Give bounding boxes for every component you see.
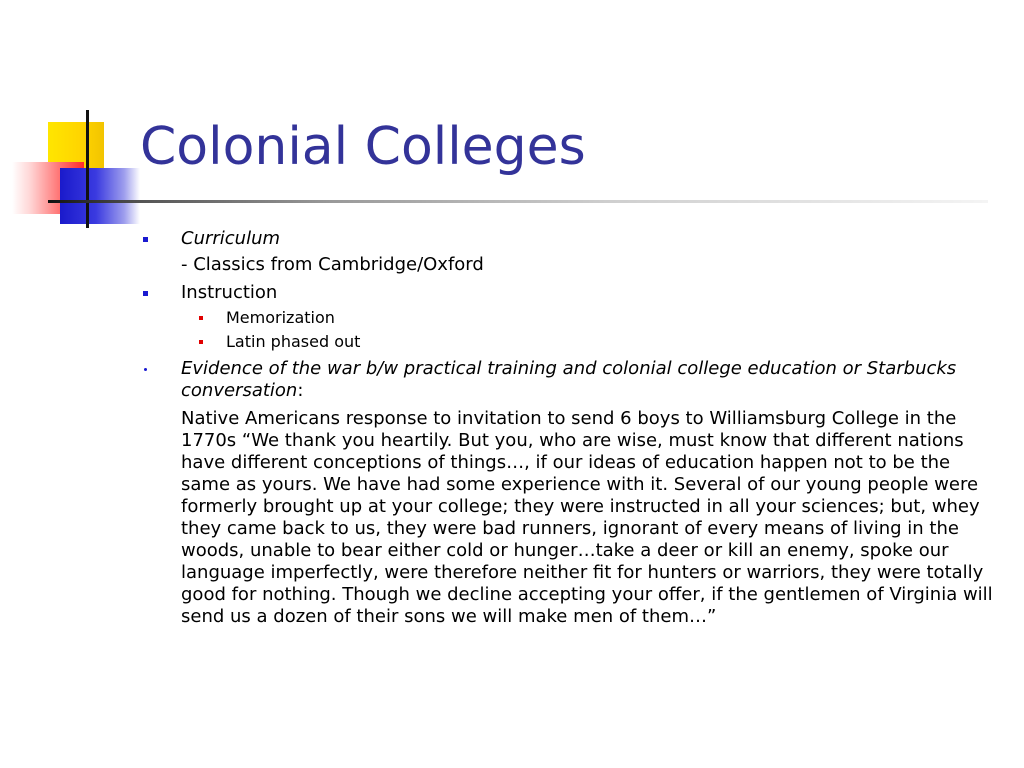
list-item-evidence [140,358,1000,402]
slide-title: Colonial Colleges [140,117,586,177]
sub-item-label: Latin phased out [226,332,361,351]
sub-item-latin [140,330,1000,354]
evidence-colon: : [297,380,304,401]
evidence-label: Evidence of the war b/w practical training and colonial college education or Starbucks conversation [181,358,957,401]
square-bullet-icon [143,291,148,296]
instruction-label: Instruction [181,282,278,303]
native-americans-quote: Native Americans response to invitation to send 6 boys to Williamsburg College in the 1770s “We thank you heartily. But you, who are wise, must know that different nations have different conceptions of things…, if our ideas of education happen not to be the same as yours. We have had some experience with it. Several of our young people were formerly brought up at your college; they were instructed in all your sciences; but, whey they came back to us, they were bad runners, ignorant of every means of living in the woods, unable to bear either cold or hunger…take a deer or kill an enemy, spoke our language imperfectly, were therefore neither fit for hunters or warriors, they were totally good for nothing. Though we decline accepting your offer, if the gentlemen of Virginia will send us a dozen of their sons we will make men of them…” [181,408,993,627]
dot-bullet-icon [144,368,147,371]
red-square-bullet-icon [199,316,203,320]
logo-vertical-rule [86,110,89,228]
list-item-instruction [140,282,1000,304]
curriculum-detail: - Classics from Cambridge/Oxford [181,254,484,275]
list-item-curriculum [140,228,1000,250]
title-underline-rule [48,200,988,203]
square-bullet-icon [143,237,148,242]
curriculum-label: Curriculum [181,228,281,249]
slide-body [140,228,1000,628]
sub-item-memorization [140,306,1000,330]
red-square-bullet-icon [199,340,203,344]
sub-item-label: Memorization [226,308,335,327]
logo-blue-block [60,168,140,224]
